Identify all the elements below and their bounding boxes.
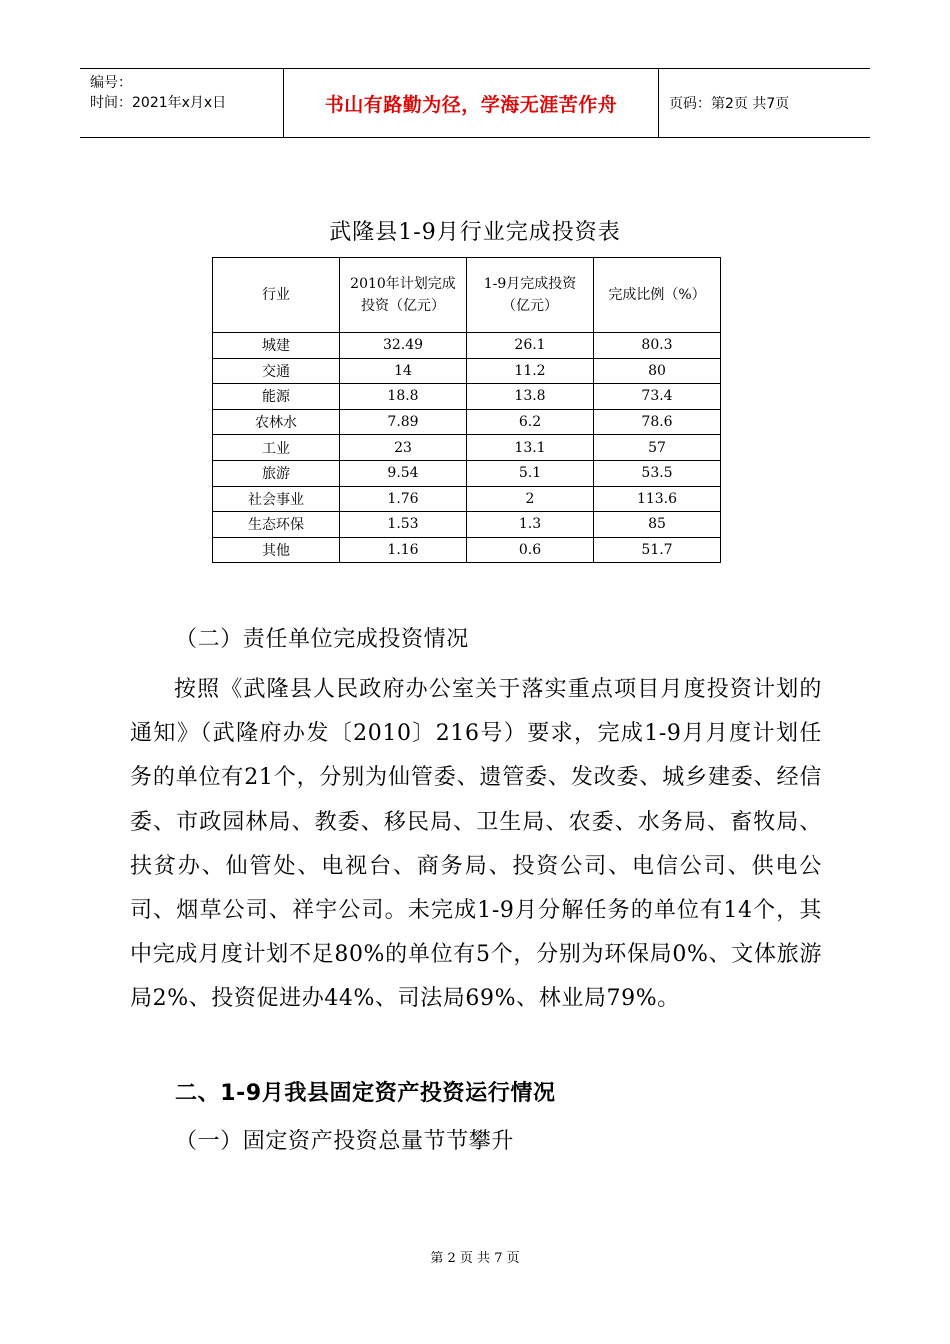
table-row	[213, 384, 721, 410]
table-cell: 1.3	[467, 512, 594, 538]
table-cell: 9.54	[340, 460, 467, 486]
table-cell: 13.8	[467, 384, 594, 410]
table-cell: 旅游	[213, 460, 340, 486]
table-cell: 社会事业	[213, 486, 340, 512]
header-page-info: 页码：第2页 共7页	[669, 96, 790, 112]
table-cell: 13.1	[467, 435, 594, 461]
table-cell: 农林水	[213, 409, 340, 435]
table-cell: 能源	[213, 384, 340, 410]
table-cell: 53.5	[594, 460, 721, 486]
table-row	[213, 537, 721, 563]
table-cell: 80.3	[594, 333, 721, 359]
section-heading-main: 二、1-9月我县固定资产投资运行情况	[175, 1081, 556, 1106]
table-row	[213, 358, 721, 384]
table-row	[213, 512, 721, 538]
table-row	[213, 409, 721, 435]
page-header	[80, 68, 870, 138]
table-cell: 7.89	[340, 409, 467, 435]
table-cell: 73.4	[594, 384, 721, 410]
time-label: 时间：2021年x月x日	[90, 95, 227, 111]
table-row	[213, 460, 721, 486]
table-row	[213, 435, 721, 461]
table-cell: 6.2	[467, 409, 594, 435]
table-cell: 生态环保	[213, 512, 340, 538]
table-cell: 1.76	[340, 486, 467, 512]
table-cell: 1.16	[340, 537, 467, 563]
table-cell: 85	[594, 512, 721, 538]
table-cell: 32.49	[340, 333, 467, 359]
table-cell: 2	[467, 486, 594, 512]
body-paragraph	[130, 668, 822, 1022]
table-cell: 5.1	[467, 460, 594, 486]
column-header: 2010年计划完成投资（亿元）	[340, 258, 467, 333]
table-row	[213, 333, 721, 359]
table-cell: 57	[594, 435, 721, 461]
table-cell: 78.6	[594, 409, 721, 435]
table-cell: 11.2	[467, 358, 594, 384]
section-heading-sub: （一）固定资产投资总量节节攀升	[175, 1129, 515, 1154]
page-footer: 第 2 页 共 7 页	[430, 1251, 520, 1266]
table-row	[213, 486, 721, 512]
section-heading-responsible-units: （二）责任单位完成投资情况	[175, 627, 469, 652]
table-cell: 14	[340, 358, 467, 384]
column-header: 行业	[213, 258, 340, 333]
header-meta	[80, 69, 283, 137]
table-cell: 80	[594, 358, 721, 384]
investment-table	[212, 257, 721, 563]
table-cell: 城建	[213, 333, 340, 359]
table-cell: 26.1	[467, 333, 594, 359]
table-cell: 其他	[213, 537, 340, 563]
table-cell: 18.8	[340, 384, 467, 410]
table-cell: 0.6	[467, 537, 594, 563]
table-cell: 113.6	[594, 486, 721, 512]
column-header: 完成比例（%）	[594, 258, 721, 333]
table-header-row	[213, 258, 721, 333]
column-header: 1-9月完成投资（亿元）	[467, 258, 594, 333]
table-cell: 交通	[213, 358, 340, 384]
paragraph-text: 按照《武隆县人民政府办公室关于落实重点项目月度投资计划的通知》（武隆府办发〔2010〕216号）要求，完成1-9月月度计划任务的单位有21个，分别为仙管委、遗管委、发改委、城乡建委、经信委、市政园林局、教委、移民局、卫生局、农委、水务局、畜牧局、扶贫办、仙管处、电视台、商务局、投资公司、电信公司、供电公司、烟草公司、祥宇公司。未完成1-9月分解任务的单位有14个，其中完成月度计划不足80%的单位有5个，分别为环保局0%、文体旅游局2%、投资促进办44%、司法局69%、林业局79%。	[130, 677, 822, 1012]
table-title: 武隆县1-9月行业完成投资表	[329, 220, 621, 245]
header-motto: 书山有路勤为径，学海无涯苦作舟	[283, 69, 659, 137]
table-cell: 23	[340, 435, 467, 461]
number-label: 编号：	[90, 75, 132, 91]
table-cell: 1.53	[340, 512, 467, 538]
table-cell: 工业	[213, 435, 340, 461]
table-cell: 51.7	[594, 537, 721, 563]
